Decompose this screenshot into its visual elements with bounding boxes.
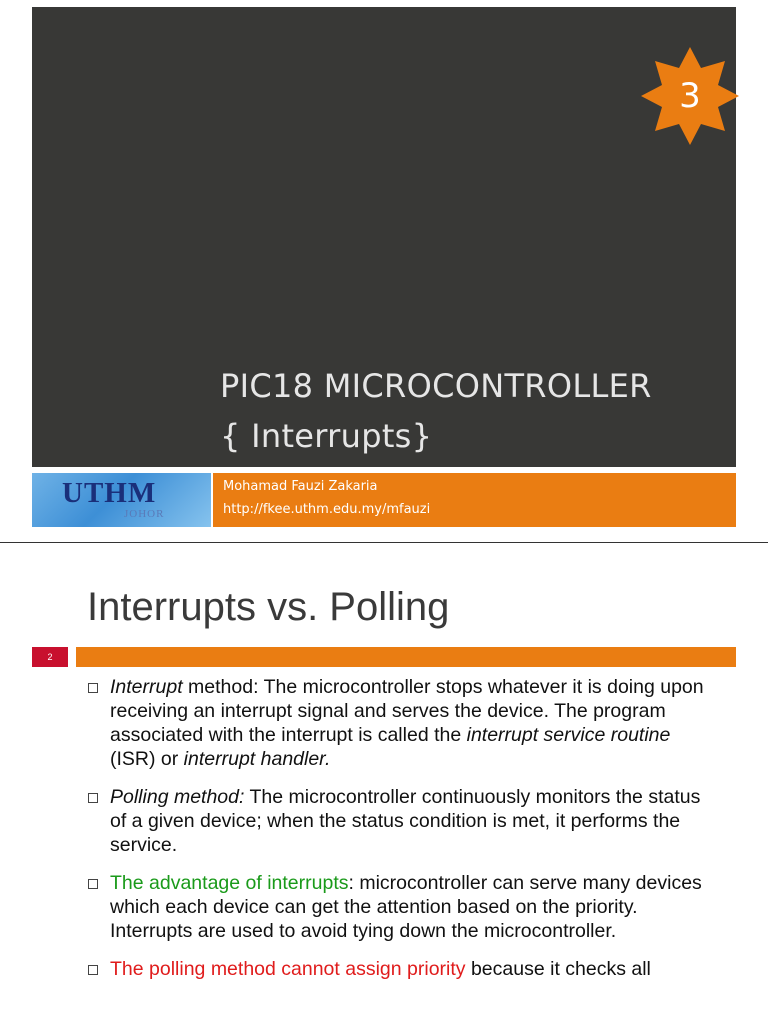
bullet-interrupt-method: Interrupt method: The microcontroller stops whatever it is doing upon receiving an interrupt signal and serves the device. The program associated with the interrupt is called the interrupt service routine (ISR) or interrupt handler. — [88, 675, 708, 771]
chapter-number: 3 — [679, 76, 701, 116]
author-url[interactable]: http://fkee.uthm.edu.my/mfauzi — [223, 502, 431, 517]
bullet-polling-priority: The polling method cannot assign priority because it checks all — [88, 957, 708, 981]
bullet-advantage: The advantage of interrupts: microcontroller can serve many devices which each device can get the attention based on the priority. Interrupts are used to avoid tying down the microcontroller. — [88, 871, 708, 943]
uthm-logo — [32, 473, 211, 527]
title-underline-bar — [76, 647, 736, 667]
slide-title: Interrupts vs. Polling — [87, 585, 450, 629]
content-slide — [0, 543, 768, 1024]
slide-title-line2: { Interrupts} — [220, 417, 433, 455]
bullet-list — [88, 675, 708, 995]
bullet-polling-method: Polling method: The microcontroller continuously monitors the status of a given device; when the status condition is met, it performs the service. — [88, 785, 708, 857]
square-bullet-icon — [88, 683, 98, 693]
title-panel — [32, 7, 736, 467]
chapter-badge — [641, 47, 739, 145]
page-number: 2 — [32, 647, 68, 667]
logo-text: UTHM — [62, 477, 157, 509]
author-name: Mohamad Fauzi Zakaria — [223, 479, 378, 494]
logo-subtext: JOHOR — [124, 508, 165, 520]
slide-title-line1: PIC18 MICROCONTROLLER — [220, 367, 652, 405]
author-bar — [213, 473, 736, 527]
square-bullet-icon — [88, 879, 98, 889]
square-bullet-icon — [88, 965, 98, 975]
square-bullet-icon — [88, 793, 98, 803]
